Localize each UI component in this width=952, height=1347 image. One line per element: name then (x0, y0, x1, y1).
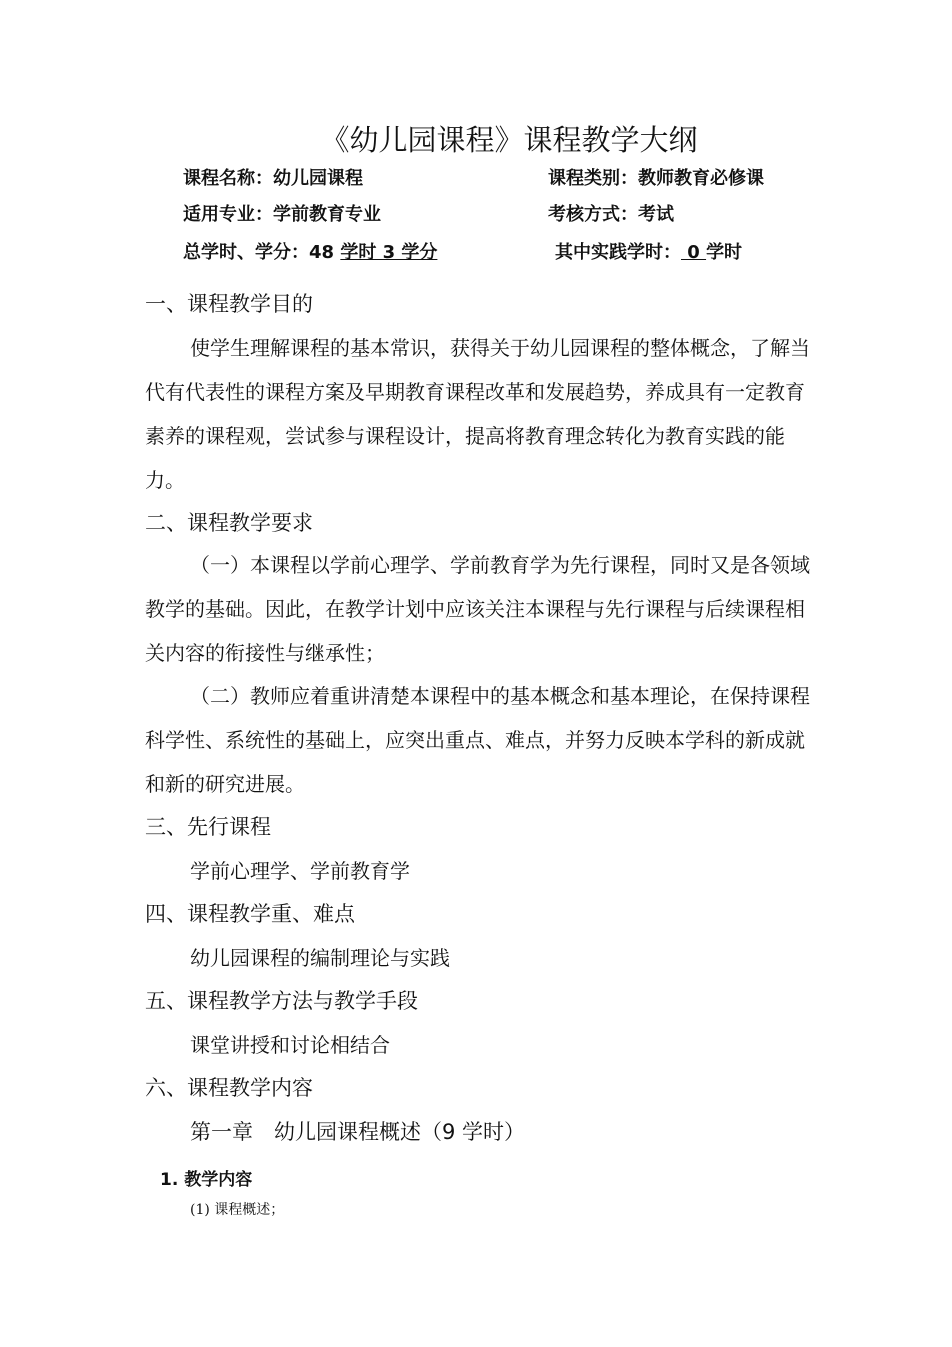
section-body-key-points: 幼儿园课程的编制理论与实践 (190, 946, 450, 970)
major-row (183, 202, 381, 228)
assessment-row (548, 202, 674, 228)
content-item-label: 教学内容 (184, 1170, 253, 1190)
content-item-number: 1. (160, 1170, 179, 1190)
course-name-label: 课程名称： (183, 168, 273, 189)
hours-label: 总学时、学分： (183, 242, 309, 263)
assessment-value: 考试 (638, 204, 674, 225)
section-body-requirements-1: （一）本课程以学前心理学、学前教育学为先行课程，同时又是各领域教学的基础。因此，在教学计划中应该关注本课程与先行课程与后续课程相关内容的衔接性与继承性； (145, 553, 810, 665)
section-body-prerequisites: 学前心理学、学前教育学 (190, 859, 410, 883)
chapter-heading: 第一章 幼儿园课程概述（9 学时） (190, 1120, 526, 1144)
practice-value: 0 (681, 242, 707, 263)
major-label: 适用专业： (183, 204, 273, 225)
practice-unit: 学时 (706, 242, 743, 263)
section-heading-requirements: 二、课程教学要求 (145, 511, 313, 535)
practice-label: 其中实践学时： (555, 242, 681, 263)
section-body-purpose: 使学生理解课程的基本常识，获得关于幼儿园课程的整体概念，了解当代有代表性的课程方案及早期教育课程改革和发展趋势，养成具有一定教育素养的课程观，尝试参与课程设计，提高将教育理念转化为教育实践的能力。 (145, 336, 810, 492)
course-type-label: 课程类别： (548, 168, 638, 189)
course-type-value: 教师教育必修课 (638, 168, 764, 189)
section-heading-key-points: 四、课程教学重、难点 (145, 902, 355, 926)
course-name-row (183, 166, 363, 192)
section-heading-content: 六、课程教学内容 (145, 1076, 313, 1100)
section-heading-methods: 五、课程教学方法与教学手段 (145, 989, 418, 1013)
section-heading-purpose: 一、课程教学目的 (145, 292, 313, 316)
section-body-methods: 课堂讲授和讨论相结合 (190, 1033, 390, 1057)
hours-row (183, 240, 437, 266)
practice-row (555, 240, 742, 266)
page-title: 《幼儿园课程》课程教学大纲 (320, 123, 698, 157)
course-name-value: 幼儿园课程 (273, 168, 363, 189)
course-type-row (548, 166, 764, 192)
hours-number: 48 (309, 242, 335, 263)
content-item (160, 1168, 252, 1192)
major-value: 学前教育专业 (273, 204, 381, 225)
section-heading-prerequisites: 三、先行课程 (145, 815, 271, 839)
section-body-requirements-2: （二）教师应着重讲清楚本课程中的基本概念和基本理论，在保持课程科学性、系统性的基础上，应突出重点、难点，并努力反映本学科的新成就和新的研究进展。 (145, 684, 810, 796)
assessment-label: 考核方式： (548, 204, 638, 225)
content-subitem: (1) 课程概述； (190, 1202, 285, 1218)
hours-credits: 学时 3 学分 (340, 242, 438, 263)
